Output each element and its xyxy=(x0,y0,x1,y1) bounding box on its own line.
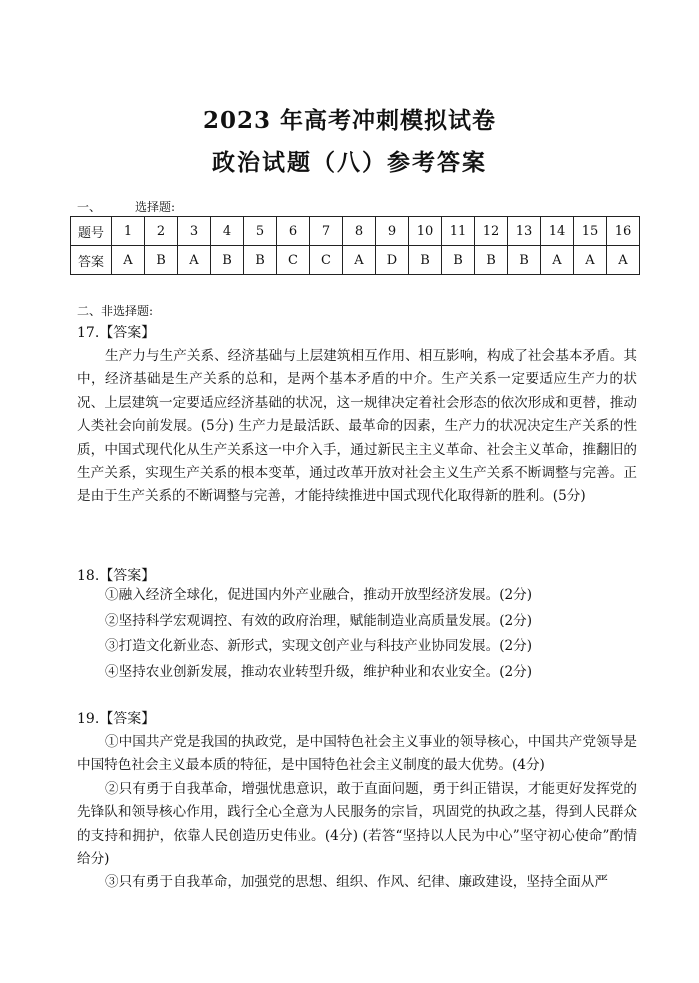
answer-cell: D xyxy=(376,246,409,275)
question-number-cell: 10 xyxy=(409,217,442,246)
exam-title: 2023 年高考冲刺模拟试卷 xyxy=(202,107,497,134)
question-number-cell: 8 xyxy=(343,217,376,246)
answer-cell: B xyxy=(409,246,442,275)
q17-answer xyxy=(77,345,637,509)
answer-cell: A xyxy=(541,246,574,275)
question-number-cell: 5 xyxy=(244,217,277,246)
question-number-cell: 13 xyxy=(508,217,541,246)
answer-table xyxy=(70,216,640,275)
q19-paragraph: ①中国共产党是我国的执政党，是中国特色社会主义事业的领导核心，中国共产党领导是中国特色社会主义最本质的特征，是中国特色社会主义制度的最大优势。(4分) xyxy=(77,734,637,774)
question-number-cell: 15 xyxy=(574,217,607,246)
q18-item: ①融入经济全球化，促进国内外产业融合，推动开放型经济发展。(2分) xyxy=(105,587,533,603)
q17-heading: 17.【答案】 xyxy=(77,325,156,341)
q18-heading: 18.【答案】 xyxy=(77,568,156,584)
q18-item: ③打造文化新业态、新形式，实现文创产业与科技产业协同发展。(2分) xyxy=(105,638,533,654)
question-number-cell: 6 xyxy=(277,217,310,246)
question-number-cell: 7 xyxy=(310,217,343,246)
answer-cell: B xyxy=(508,246,541,275)
answer-cell: B xyxy=(211,246,244,275)
answer-table-row-questions xyxy=(71,217,640,246)
answer-cell: B xyxy=(244,246,277,275)
row-label-answer: 答案 xyxy=(71,246,112,275)
answer-cell: A xyxy=(574,246,607,275)
question-number-cell: 12 xyxy=(475,217,508,246)
section-2-heading: 二、非选择题: xyxy=(77,304,154,318)
answer-cell: B xyxy=(475,246,508,275)
section-1-heading xyxy=(77,198,175,215)
q19-heading: 19.【答案】 xyxy=(77,711,156,727)
answer-cell: A xyxy=(112,246,145,275)
answer-cell: C xyxy=(310,246,343,275)
q17-text: 生产力与生产关系、经济基础与上层建筑相互作用、相互影响，构成了社会基本矛盾。其中，经济基础是生产关系的总和，是两个基本矛盾的中介。生产关系一定要适应生产力的状况、上层建筑一定要适应经济基础的状况，这一规律决定着社会形态的依次形成和更替，推动人类社会向前发展。(5分) 生产力是最活跃、最革命的因素，生产力的状况决定生产关系的性质，中国式现代化从生产关系这一中介入手，通过新民主主义革命、社会主义革命，推翻旧的生产关系，实现生产关系的根本变革，通过改革开放对社会主义生产关系不断调整与完善。正是由于生产关系的不断调整与完善，才能持续推进中国式现代化取得新的胜利。(5分) xyxy=(77,348,637,505)
answer-cell: A xyxy=(343,246,376,275)
question-number-cell: 11 xyxy=(442,217,475,246)
question-number-cell: 2 xyxy=(145,217,178,246)
q19-paragraph: ②只有勇于自我革命，增强忧患意识，敢于直面问题，勇于纠正错误，才能更好发挥党的先锋队和领导核心作用，践行全心全意为人民服务的宗旨，巩固党的执政之基，得到人民群众的支持和拥护，依靠人民创造历史伟业。(4分) (若答“坚持以人民为中心”坚守初心使命”酌情给分) xyxy=(77,780,637,868)
question-number-cell: 1 xyxy=(112,217,145,246)
row-label-question: 题号 xyxy=(71,217,112,246)
exam-subtitle: 政治试题（八）参考答案 xyxy=(212,149,487,176)
answer-table-row-answers xyxy=(71,246,640,275)
answer-cell: A xyxy=(607,246,640,275)
question-number-cell: 14 xyxy=(541,217,574,246)
q18-item: ④坚持农业创新发展，推动农业转型升级，维护种业和农业安全。(2分) xyxy=(105,663,533,680)
question-number-cell: 16 xyxy=(607,217,640,246)
answer-cell: B xyxy=(145,246,178,275)
question-number-cell: 9 xyxy=(376,217,409,246)
section-1-number: 一、 xyxy=(77,200,102,214)
answer-cell: B xyxy=(442,246,475,275)
section-1-label: 选择题: xyxy=(135,200,176,214)
q19-paragraph: ③只有勇于自我革命，加强党的思想、组织、作风、纪律、廉政建设，坚持全面从严 xyxy=(105,874,608,891)
question-number-cell: 4 xyxy=(211,217,244,246)
answer-cell: A xyxy=(178,246,211,275)
answer-cell: C xyxy=(277,246,310,275)
question-number-cell: 3 xyxy=(178,217,211,246)
q19-answer xyxy=(77,731,637,895)
q18-answer-list xyxy=(77,583,637,685)
q18-item: ②坚持科学宏观调控、有效的政府治理，赋能制造业高质量发展。(2分) xyxy=(105,612,533,629)
